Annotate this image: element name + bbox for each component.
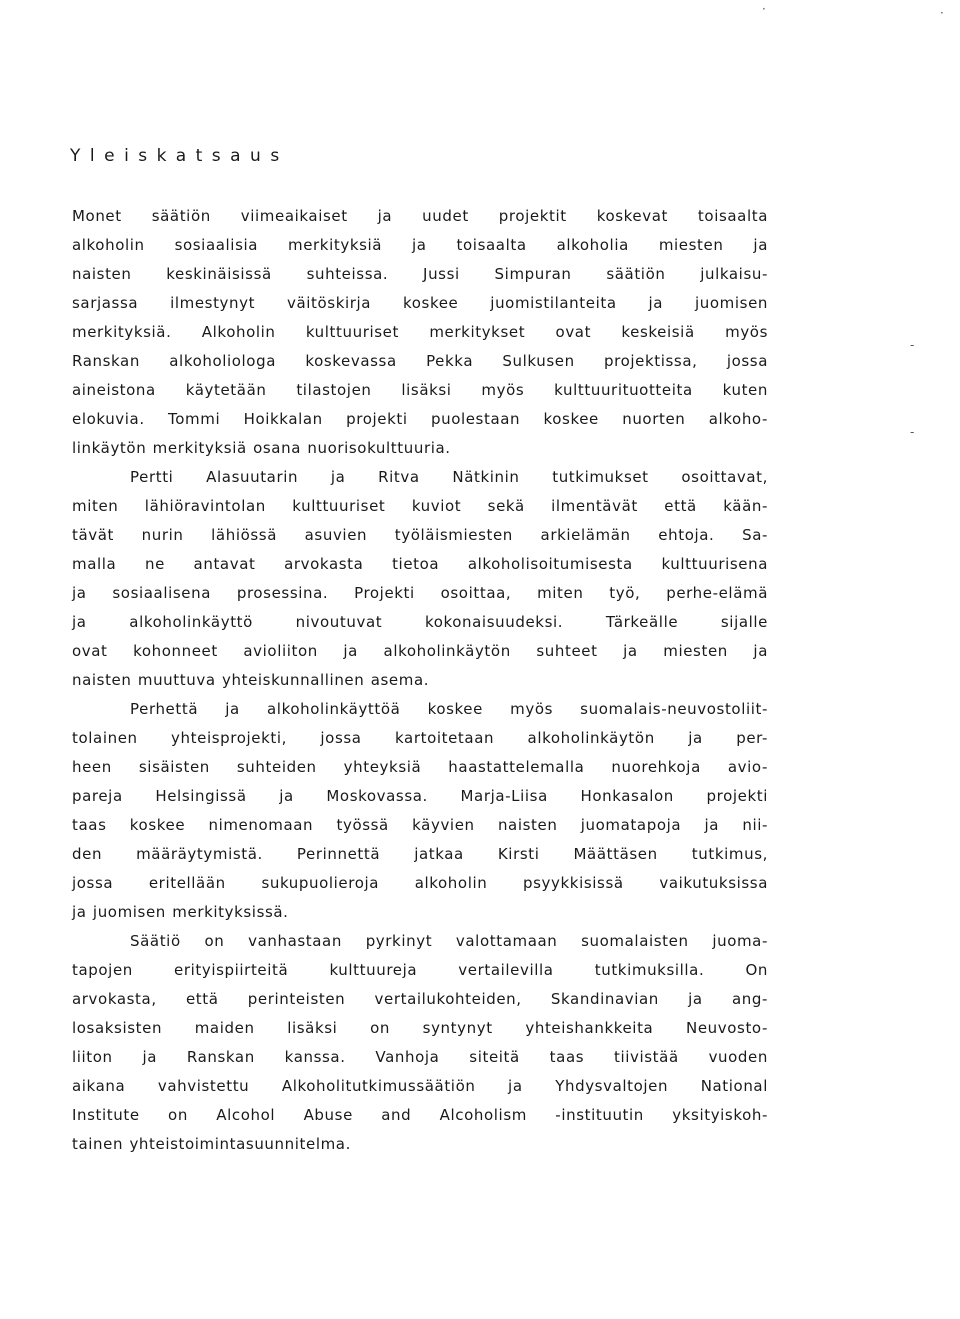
text-line: den määräytymistä. Perinnettä jatkaa Kirsti Määttäsen tutkimus, xyxy=(72,845,768,863)
text-line: tainen yhteistoimintasuunnitelma. xyxy=(72,1135,351,1153)
text-line: liiton ja Ranskan kanssa. Vanhoja siteitä taas tiivistää vuoden xyxy=(72,1048,768,1066)
text-line: arvokasta, että perinteisten vertailukohteiden, Skandinavian ja ang- xyxy=(72,990,768,1008)
text-line: malla ne antavat arvokasta tietoa alkoholisoitumisesta kulttuurisena xyxy=(72,555,768,573)
text-line: Ranskan alkoholiologa koskevassa Pekka Sulkusen projektissa, jossa xyxy=(72,352,768,370)
text-line: linkäytön merkityksiä osana nuorisokulttuuria. xyxy=(72,439,451,457)
text-line: merkityksiä. Alkoholin kulttuuriset merkitykset ovat keskeisiä myös xyxy=(72,323,768,341)
text-line: tävät nurin lähiössä asuvien työläismiesten arkielämän ehtoja. Sa- xyxy=(72,526,768,544)
text-line: naisten muuttuva yhteiskunnallinen asema. xyxy=(72,671,430,689)
text-line: ja juomisen merkityksissä. xyxy=(72,903,289,921)
text-line: aineistona käytetään tilastojen lisäksi myös kulttuurituotteita kuten xyxy=(72,381,768,399)
scan-mark: - xyxy=(910,338,915,352)
text-line: aikana vahvistettu Alkoholitutkimussäätiön ja Yhdysvaltojen National xyxy=(72,1077,768,1095)
text-line: tolainen yhteisprojekti, jossa kartoitetaan alkoholinkäytön ja per- xyxy=(72,729,768,747)
text-line: sarjassa ilmestynyt väitöskirja koskee juomistilanteita ja juomisen xyxy=(72,294,768,312)
text-line: ovat kohonneet avioliiton ja alkoholinkäytön suhteet ja miesten ja xyxy=(72,642,768,660)
text-line: Säätiö on vanhastaan pyrkinyt valottamaan suomalaisten juoma- xyxy=(130,932,768,950)
text-line: ja alkoholinkäyttö nivoutuvat kokonaisuudeksi. Tärkeälle sijalle xyxy=(72,613,768,631)
text-line: miten lähiöravintolan kulttuuriset kuviot sekä ilmentävät että kään- xyxy=(72,497,768,515)
text-line: elokuvia. Tommi Hoikkalan projekti puolestaan koskee nuorten alkoho- xyxy=(72,410,768,428)
text-line: Pertti Alasuutarin ja Ritva Nätkinin tutkimukset osoittavat, xyxy=(130,468,768,486)
section-heading: Yleiskatsaus xyxy=(70,146,289,166)
text-line: losaksisten maiden lisäksi on syntynyt yhteishankkeita Neuvosto- xyxy=(72,1019,768,1037)
text-line: Monet säätiön viimeaikaiset ja uudet projektit koskevat toisaalta xyxy=(72,207,768,225)
scan-mark: - xyxy=(910,425,915,439)
scan-mark: · xyxy=(940,6,944,20)
text-line: heen sisäisten suhteiden yhteyksiä haastattelemalla nuorehkoja avio- xyxy=(72,758,768,776)
text-line: taas koskee nimenomaan työssä käyvien naisten juomatapoja ja nii- xyxy=(72,816,768,834)
text-line: alkoholin sosiaalisia merkityksiä ja toisaalta alkoholia miesten ja xyxy=(72,236,768,254)
text-line: pareja Helsingissä ja Moskovassa. Marja-Liisa Honkasalon projekti xyxy=(72,787,768,805)
text-line: Perhettä ja alkoholinkäyttöä koskee myös suomalais-neuvostoliit- xyxy=(130,700,768,718)
text-line: naisten keskinäisissä suhteissa. Jussi Simpuran säätiön julkaisu- xyxy=(72,265,768,283)
text-line: tapojen erityispiirteitä kulttuureja vertailevilla tutkimuksilla. On xyxy=(72,961,768,979)
text-line: ja sosiaalisena prosessina. Projekti osoittaa, miten työ, perhe-elämä xyxy=(72,584,768,602)
scan-mark: · xyxy=(762,2,766,16)
text-line: jossa eritellään sukupuolieroja alkoholin psyykkisissä vaikutuksissa xyxy=(72,874,768,892)
text-line: Institute on Alcohol Abuse and Alcoholism -instituutin yksityiskoh- xyxy=(72,1106,768,1124)
